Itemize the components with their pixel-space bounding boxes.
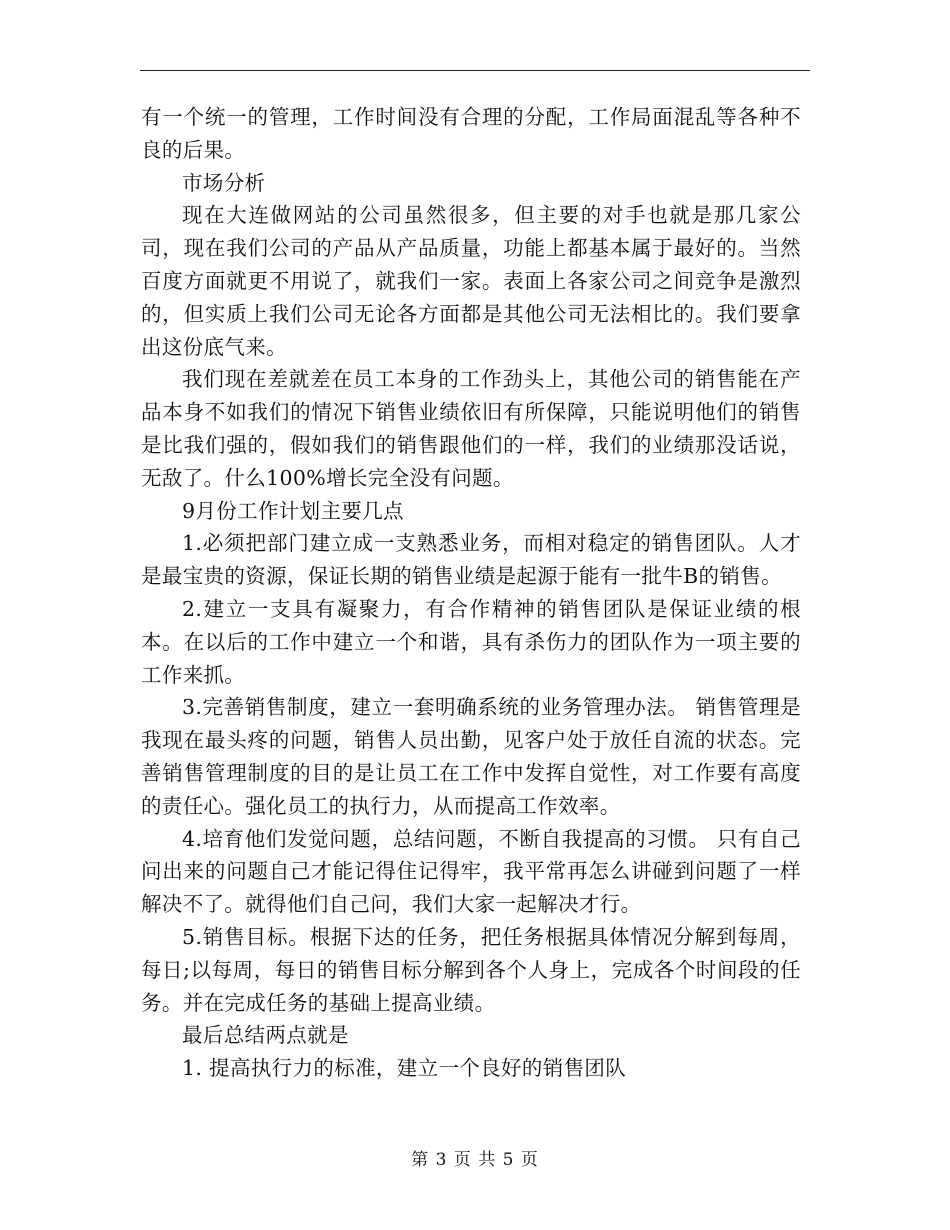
plan-item-5: 5.销售目标。根据下达的任务，把任务根据具体情况分解到每周，每日;以每周，每日的销售目标分解到各个人身上，完成各个时间段的任务。并在完成任务的基础上提高业绩。 bbox=[141, 924, 801, 1015]
paragraph-staff: 我们现在差就差在员工本身的工作劲头上，其他公司的销售能在产品本身不如我们的情况下销售业绩依旧有所保障，只能说明他们的销售是比我们强的，假如我们的销售跟他们的一样，我们的业绩那没话说，无敌了。什么100%增长完全没有问题。 bbox=[141, 367, 801, 490]
page-number-footer: 第 3 页 共 5 页 bbox=[411, 1150, 539, 1170]
section-heading-market-analysis: 市场分析 bbox=[182, 170, 266, 195]
section-heading-summary: 最后总结两点就是 bbox=[182, 1023, 349, 1048]
paragraph-market: 现在大连做网站的公司虽然很多，但主要的对手也就是那几家公司，现在我们公司的产品从产品质量，功能上都基本属于最好的。当然百度方面就更不用说了，就我们一家。表面上各家公司之间竞争是激烈的，但实质上我们公司无论各方面都是其他公司无法相比的。我们要拿出这份底气来。 bbox=[141, 203, 801, 359]
header-rule bbox=[140, 70, 810, 71]
plan-item-1: 1.必须把部门建立成一支熟悉业务，而相对稳定的销售团队。人才是最宝贵的资源，保证长期的销售业绩是起源于能有一批牛B的销售。 bbox=[141, 531, 801, 589]
plan-item-2: 2.建立一支具有凝聚力，有合作精神的销售团队是保证业绩的根本。在以后的工作中建立一个和谐，具有杀伤力的团队作为一项主要的工作来抓。 bbox=[141, 596, 801, 687]
summary-item-1: 1. 提高执行力的标准，建立一个良好的销售团队 bbox=[182, 1056, 627, 1081]
paragraph-continued: 有一个统一的管理，工作时间没有合理的分配，工作局面混乱等各种不良的后果。 bbox=[141, 105, 801, 162]
plan-item-3: 3.完善销售制度，建立一套明确系统的业务管理办法。 销售管理是我现在最头疼的问题，销售人员出勤，见客户处于放任自流的状态。完善销售管理制度的目的是让员工在工作中发挥自觉性，对工作要有高度的责任心。强化员工的执行力，从而提高工作效率。 bbox=[141, 695, 801, 818]
document-body bbox=[141, 101, 801, 1085]
plan-item-4: 4.培育他们发觉问题，总结问题，不断自我提高的习惯。 只有自己问出来的问题自己才能记得住记得牢，我平常再怎么讲碰到问题了一样解决不了。就得他们自己问，我们大家一起解决才行。 bbox=[141, 826, 801, 917]
section-heading-september-plan: 9月份工作计划主要几点 bbox=[182, 498, 404, 523]
